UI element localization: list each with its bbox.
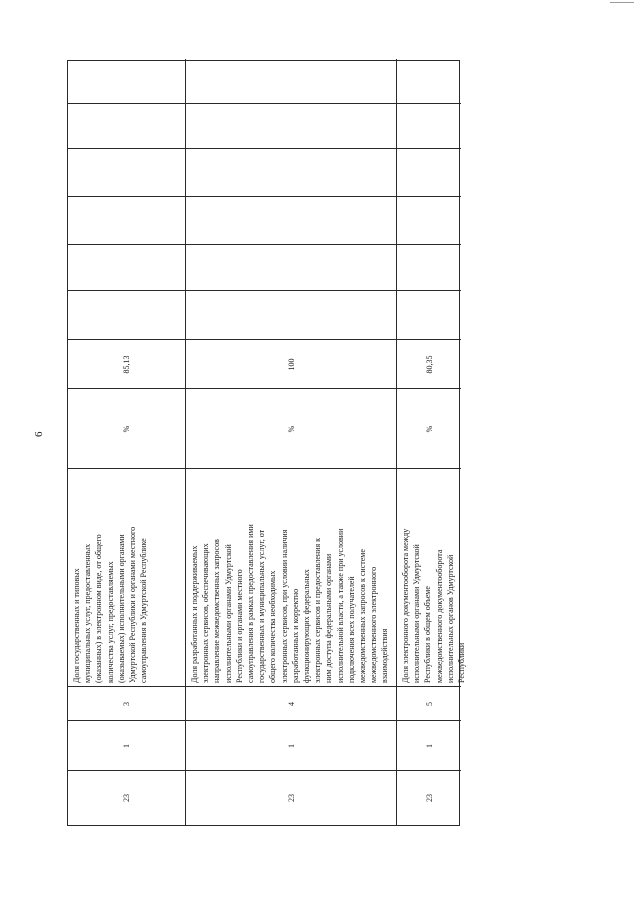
unit-cell: % — [424, 425, 434, 433]
value-cell: 100 — [286, 358, 296, 371]
description-line: исполнительных органов Удмуртской — [445, 554, 455, 683]
description-line: межведомственного документооборота — [434, 549, 444, 683]
page-number: 6 — [33, 431, 45, 437]
unit-cell: % — [122, 425, 131, 433]
description-line: электронных сервисов и предоставления к — [313, 537, 323, 683]
table-row — [186, 59, 397, 825]
description-line: (оказанных) в электронном виде, от общего — [94, 534, 104, 683]
description-line: Удмуртской Республики и органами местного — [128, 526, 138, 683]
description-line: разработанных и корректно — [290, 588, 300, 683]
description-line: подключения всех получателей — [346, 576, 356, 683]
description-line: Доля разработанных и поддерживаемых — [190, 545, 199, 683]
table-row — [68, 59, 186, 825]
description-line: Доля государственных и типовых — [72, 568, 81, 683]
subcode-cell: 1 — [424, 744, 434, 748]
code-cell: 23 — [424, 794, 434, 802]
value-cell: 80,35 — [424, 355, 434, 374]
description-line: Республики и органами местного — [234, 569, 244, 683]
description-cell — [186, 469, 396, 687]
description-line: Доля электронного документооборота между — [401, 528, 410, 683]
description-line: электронных сервисов, обеспечивающих — [201, 543, 211, 683]
description-line: самоуправления в Удмуртской Республике — [139, 538, 149, 683]
unit-cell: % — [286, 425, 296, 433]
index-cell: 4 — [286, 702, 296, 706]
description-line: исполнительной власти, а также при условии — [335, 528, 345, 683]
description-line: муниципальных услуг, предоставленных — [83, 543, 93, 683]
subcode-cell: 1 — [122, 744, 131, 748]
description-line: электронных сервисов, при условии наличия — [279, 529, 289, 683]
value-cell: 85,13 — [122, 355, 131, 374]
subcode-cell: 1 — [286, 744, 296, 748]
description-line: межведомственного электронного — [369, 566, 379, 683]
code-cell: 23 — [122, 794, 131, 802]
description-cell — [68, 469, 185, 687]
index-cell: 5 — [424, 702, 434, 706]
description-line: исполнительными органами Удмуртской — [223, 544, 233, 683]
description-line: количества услуг, предоставляемых — [105, 561, 115, 683]
description-line: Республики в общем объеме — [423, 586, 433, 683]
description-line: направление межведомственных запросов — [212, 539, 222, 683]
indicator-table — [67, 60, 467, 826]
description-line: ним доступа федеральными органами — [324, 553, 334, 683]
description-line: самоуправления в рамках предоставления ими — [246, 524, 256, 683]
scan-edge-mark — [610, 2, 634, 3]
description-cell — [397, 469, 467, 687]
index-cell: 3 — [122, 702, 131, 706]
description-line: взаимодействия — [380, 628, 390, 683]
code-cell: 23 — [286, 794, 296, 802]
description-line: Республики — [457, 642, 467, 683]
description-line: исполнительными органами Удмуртской — [412, 544, 422, 683]
description-line: государственных и муниципальных услуг, от — [257, 529, 267, 683]
table-row — [397, 59, 467, 825]
description-line: (оказываемых) исполнительными органами — [116, 534, 126, 683]
description-line: функционирующих федеральных — [302, 569, 312, 683]
description-line: межведомственных запросов к системе — [358, 549, 368, 683]
description-line: общего количества необходимых — [268, 570, 278, 683]
